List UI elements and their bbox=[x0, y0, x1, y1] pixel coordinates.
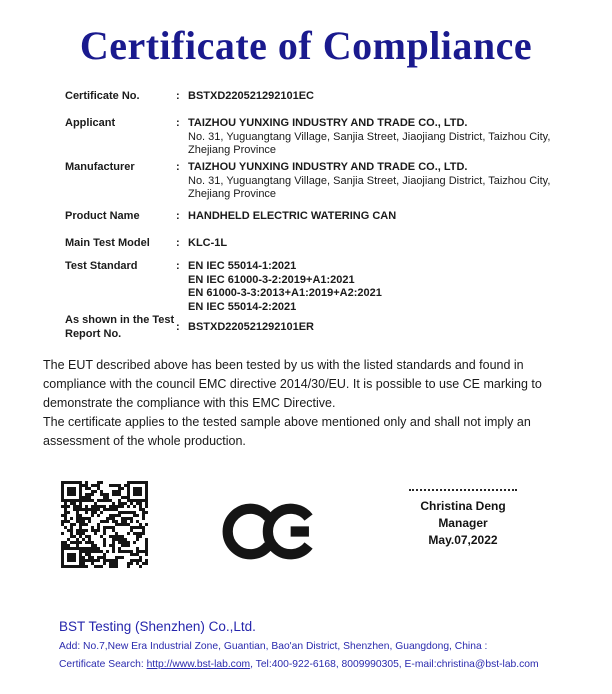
declaration-paragraph-1: The EUT described above has been tested by us with the listed standards and found in compliance with the council EMC directive 2014/30/EU. It is possible to use CE marking to demonstrate the compliance with this EMC Directive. bbox=[43, 358, 542, 410]
test-standard-line: EN IEC 55014-2:2021 bbox=[188, 300, 297, 313]
main-test-model-value: KLC-1L bbox=[188, 237, 228, 249]
footer-contact-line bbox=[59, 658, 592, 671]
manufacturer-address: No. 31, Yuguangtang Village, Sanjia Street, Jiaojiang District, Taizhou City, Zhejiang Province bbox=[188, 174, 551, 200]
certificate-title: Certificate of Compliance bbox=[79, 23, 533, 68]
field-label-applicant: Applicant bbox=[65, 117, 116, 129]
field-colon: : bbox=[176, 237, 180, 249]
test-standard-line: EN 61000-3-3:2013+A1:2019+A2:2021 bbox=[188, 287, 382, 299]
field-colon: : bbox=[176, 210, 180, 222]
field-label-product-name: Product Name bbox=[65, 210, 140, 222]
field-label-main-test-model: Main Test Model bbox=[65, 237, 150, 249]
field-colon: : bbox=[176, 320, 180, 333]
field-row-manufacturer bbox=[65, 161, 576, 202]
field-row-test-standard bbox=[65, 260, 576, 314]
signature-dotted-line bbox=[409, 489, 517, 491]
field-label-test-report-no: As shown in the Test Report No. bbox=[65, 314, 175, 340]
field-label-test-standard: Test Standard bbox=[65, 260, 138, 272]
field-row-test-report-no bbox=[65, 314, 576, 341]
test-standard-line: EN IEC 55014-1:2021 bbox=[188, 260, 297, 272]
field-row-applicant bbox=[65, 117, 576, 158]
field-row-main-test-model bbox=[65, 237, 576, 251]
field-row-product-name bbox=[65, 210, 576, 224]
qr-code-icon bbox=[61, 481, 148, 568]
ce-mark-icon bbox=[221, 502, 321, 561]
field-colon: : bbox=[176, 161, 180, 173]
ce-mark-svg bbox=[221, 502, 321, 561]
signature-block bbox=[393, 489, 533, 549]
test-standard-line: EN IEC 61000-3-2:2019+A1:2021 bbox=[188, 273, 355, 286]
qr-code-svg bbox=[61, 481, 148, 568]
signatory-name: Christina Deng bbox=[420, 499, 506, 513]
product-name-value: HANDHELD ELECTRIC WATERING CAN bbox=[188, 210, 397, 222]
applicant-name: TAIZHOU YUNXING INDUSTRY AND TRADE CO., LTD. bbox=[188, 117, 468, 129]
declaration-paragraph-2: The certificate applies to the tested sample above mentioned only and shall not imply an assessment of the whole production. bbox=[43, 415, 531, 448]
field-label-certificate-no: Certificate No. bbox=[65, 90, 140, 102]
field-colon: : bbox=[176, 260, 180, 272]
issuer-address: Add: No.7,New Era Industrial Zone, Guantian, Bao'an District, Shenzhen, Guangdong, China : bbox=[59, 641, 488, 652]
field-colon: : bbox=[176, 90, 180, 102]
signature-date: May.07,2022 bbox=[428, 533, 498, 547]
test-report-no-value: BSTXD220521292101ER bbox=[188, 320, 314, 333]
signatory-title: Manager bbox=[438, 516, 488, 530]
field-colon: : bbox=[176, 117, 180, 129]
footer bbox=[59, 619, 592, 671]
certificate-search-link[interactable]: http://www.bst-lab.com bbox=[146, 659, 251, 670]
certificate-no-value: BSTXD220521292101EC bbox=[188, 90, 314, 102]
applicant-address: No. 31, Yuguangtang Village, Sanjia Street, Jiaojiang District, Taizhou City, Zhejiang Province bbox=[188, 130, 551, 156]
manufacturer-name: TAIZHOU YUNXING INDUSTRY AND TRADE CO., LTD. bbox=[188, 161, 468, 173]
footer-contact-details: , Tel:400-922-6168, 8009990305, E-mail:christina@bst-lab.com bbox=[250, 659, 539, 670]
declaration-text bbox=[43, 356, 558, 451]
field-row-certificate-no bbox=[65, 90, 576, 104]
issuer-company-name: BST Testing (Shenzhen) Co.,Ltd. bbox=[59, 619, 256, 634]
field-label-manufacturer: Manufacturer bbox=[65, 161, 135, 173]
certificate-search-label: Certificate Search: bbox=[59, 659, 147, 670]
